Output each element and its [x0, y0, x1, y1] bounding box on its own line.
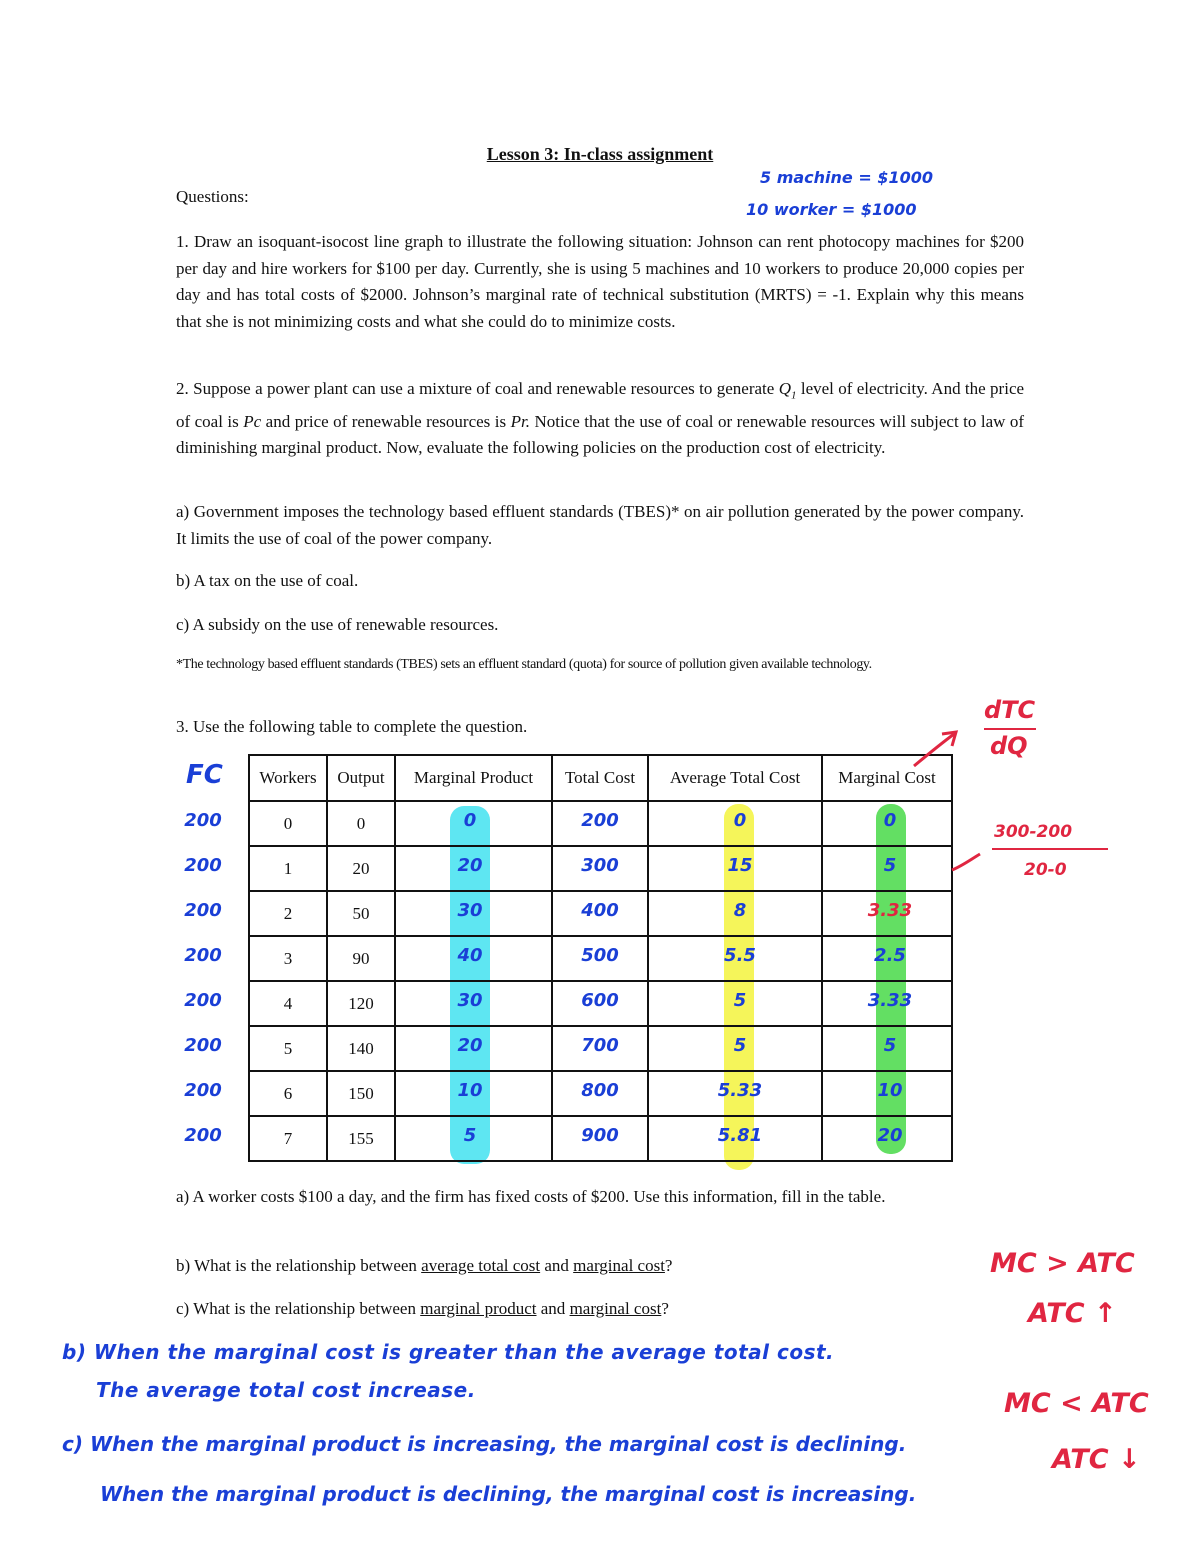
atc-decreasing: ATC ↓: [1052, 1444, 1141, 1475]
hw-marginal-product-value: 40: [457, 945, 483, 966]
hw-marginal-product-value: 10: [457, 1080, 483, 1101]
calc-denominator: 20-0: [1024, 860, 1067, 880]
hw-atc-value: 5: [733, 990, 747, 1011]
dtc-denominator: dQ: [990, 732, 1028, 760]
dtc-numerator: dTC: [984, 696, 1036, 724]
hw-atc-value: 5.5: [724, 945, 756, 966]
q2-text-1: 2. Suppose a power plant can use a mixture of coal and renewable resources to generate: [176, 379, 775, 398]
answer-c-line-2: When the marginal product is declining, the marginal cost is increasing.: [100, 1482, 917, 1506]
hw-marginal-product-value: 20: [457, 1035, 483, 1056]
hw-fixed-cost-value: 200: [184, 900, 222, 921]
q2-text-4: Notice that the use of coal or renewable resources will subject to law of diminishing marginal product. Now, evaluate the following policies on the production cost of electricity.: [176, 411, 1025, 458]
q3b-pre: b) What is the relationship between: [176, 1256, 417, 1275]
question-3a: a) A worker costs $100 a day, and the firm has fixed costs of $200. Use this information, fill in the table.: [176, 1187, 886, 1206]
hw-marginal-cost-value: 5: [883, 1035, 897, 1056]
hw-atc-value: 5: [733, 1035, 747, 1056]
q3c-mid: and: [540, 1299, 566, 1318]
hw-marginal-cost-value: 20: [877, 1125, 903, 1146]
hw-total-cost-value: 900: [581, 1125, 619, 1146]
calc-numerator: 300-200: [994, 822, 1073, 842]
q2-text-3: and price of renewable resources is: [265, 411, 507, 431]
hw-total-cost-value: 300: [581, 855, 619, 876]
cell-output: 50: [327, 891, 395, 936]
hw-atc-value: 5.33: [717, 1080, 763, 1101]
q3c-underline-1: marginal product: [420, 1299, 537, 1318]
header-marginal-cost: Marginal Cost: [822, 755, 952, 801]
pointer-stroke-icon: [950, 852, 984, 874]
hw-marginal-cost-value: 2.5: [874, 945, 906, 966]
calc-fraction-bar: [992, 848, 1108, 850]
mc-less-atc: MC < ATC: [1004, 1388, 1149, 1419]
question-2a: a) Government imposes the technology based effluent standards (TBES)* on air pollution generated by the power company. It limits the use of coal of the power company.: [176, 502, 1024, 548]
hw-marginal-cost-value: 5: [883, 855, 897, 876]
hw-marginal-product-value: 30: [457, 990, 483, 1011]
answer-c-line-1: c) When the marginal product is increasing, the marginal cost is declining.: [62, 1432, 907, 1456]
q3b-post: ?: [664, 1256, 673, 1275]
hw-marginal-cost-value: 10: [877, 1080, 903, 1101]
cell-workers: 0: [249, 801, 327, 846]
note-machines: 5 machine = $1000: [760, 168, 933, 187]
hw-marginal-cost-value: 3.33: [867, 990, 913, 1011]
question-2c: c) A subsidy on the use of renewable resources.: [176, 615, 499, 634]
hw-total-cost-value: 800: [581, 1080, 619, 1101]
footnote: *The technology based effluent standards (TBES) sets an effluent standard (quota) for source of pollution given available technology.: [176, 657, 872, 672]
hw-atc-value: 8: [733, 900, 747, 921]
header-workers: Workers: [249, 755, 327, 801]
q2-q-subscript: 1: [790, 389, 797, 402]
hw-marginal-product-value: 0: [463, 810, 477, 831]
hw-fixed-cost-value: 200: [184, 990, 222, 1011]
cell-workers: 6: [249, 1071, 327, 1116]
hw-marginal-product-value: 5: [463, 1125, 477, 1146]
cell-output: 0: [327, 801, 395, 846]
hw-marginal-product-value: 30: [457, 900, 483, 921]
answer-b-line-2: The average total cost increase.: [96, 1378, 476, 1402]
hw-fixed-cost-value: 200: [184, 855, 222, 876]
hw-marginal-product-value: 20: [457, 855, 483, 876]
hw-marginal-cost-value: 0: [883, 810, 897, 831]
hw-total-cost-value: 400: [581, 900, 619, 921]
q2-pr: Pr.: [510, 411, 530, 431]
q3b-underline-1: average total cost: [421, 1256, 541, 1275]
hw-total-cost-value: 200: [581, 810, 619, 831]
dtc-fraction-bar: [984, 728, 1036, 730]
note-workers: 10 worker = $1000: [746, 200, 917, 219]
hw-atc-value: 15: [727, 855, 753, 876]
question-1: 1. Draw an isoquant-isocost line graph to illustrate the following situation: Johnson can rent photocopy machines for $200 per day and hire workers for $100 per day. Currently, she is using 5 machines and 10 workers to produce 20,000 copies per day and has total costs of $2000. Johnson’s marginal rate of technical substitution (MRTS) = -1. Explain why this means that she is not minimizing costs and what she could do to minimize costs.: [176, 232, 1024, 331]
cell-workers: 4: [249, 981, 327, 1026]
q3c-pre: c) What is the relationship between: [176, 1299, 416, 1318]
hw-fixed-cost-value: 200: [184, 1080, 222, 1101]
q2-pc: Pc: [243, 411, 262, 431]
header-marginal-product: Marginal Product: [395, 755, 552, 801]
hw-atc-value: 5.81: [717, 1125, 763, 1146]
question-3b: [176, 1253, 1024, 1280]
cell-workers: 3: [249, 936, 327, 981]
hw-marginal-cost-value: 3.33: [867, 900, 913, 921]
cell-output: 140: [327, 1026, 395, 1071]
cell-workers: 2: [249, 891, 327, 936]
fc-label: FC: [186, 760, 223, 790]
cell-output: 155: [327, 1116, 395, 1161]
question-2b: b) A tax on the use of coal.: [176, 571, 359, 590]
q3b-underline-2: marginal cost: [573, 1256, 665, 1275]
arrow-icon: [908, 726, 962, 772]
mc-greater-atc: MC > ATC: [990, 1248, 1135, 1279]
cell-workers: 1: [249, 846, 327, 891]
hw-fixed-cost-value: 200: [184, 1035, 222, 1056]
cell-output: 20: [327, 846, 395, 891]
questions-label: Questions:: [176, 187, 249, 206]
q2-text-2: level of electricity. And the price of coal is: [176, 379, 1025, 431]
question-2: [176, 376, 1024, 462]
hw-fixed-cost-value: 200: [184, 1125, 222, 1146]
cell-output: 120: [327, 981, 395, 1026]
hw-total-cost-value: 700: [581, 1035, 619, 1056]
header-total-cost: Total Cost: [552, 755, 648, 801]
cell-workers: 5: [249, 1026, 327, 1071]
question-3: 3. Use the following table to complete the question.: [176, 717, 528, 736]
q3c-post: ?: [661, 1299, 669, 1318]
header-average-total-cost: Average Total Cost: [648, 755, 822, 801]
q2-q-symbol: Q: [778, 379, 791, 398]
question-3c: [176, 1296, 1024, 1323]
hw-fixed-cost-value: 200: [184, 810, 222, 831]
header-output: Output: [327, 755, 395, 801]
hw-atc-value: 0: [733, 810, 747, 831]
page-title: Lesson 3: In-class assignment: [486, 144, 714, 164]
hw-total-cost-value: 500: [581, 945, 619, 966]
q3c-underline-2: marginal cost: [569, 1299, 662, 1318]
hw-fixed-cost-value: 200: [184, 945, 222, 966]
cell-output: 90: [327, 936, 395, 981]
hw-total-cost-value: 600: [581, 990, 619, 1011]
table-header-row: [249, 755, 952, 801]
cell-output: 150: [327, 1071, 395, 1116]
cell-workers: 7: [249, 1116, 327, 1161]
atc-increasing: ATC ↑: [1028, 1298, 1117, 1329]
q3b-mid: and: [544, 1256, 569, 1275]
answer-b-line-1: b) When the marginal cost is greater than the average total cost.: [62, 1340, 835, 1364]
